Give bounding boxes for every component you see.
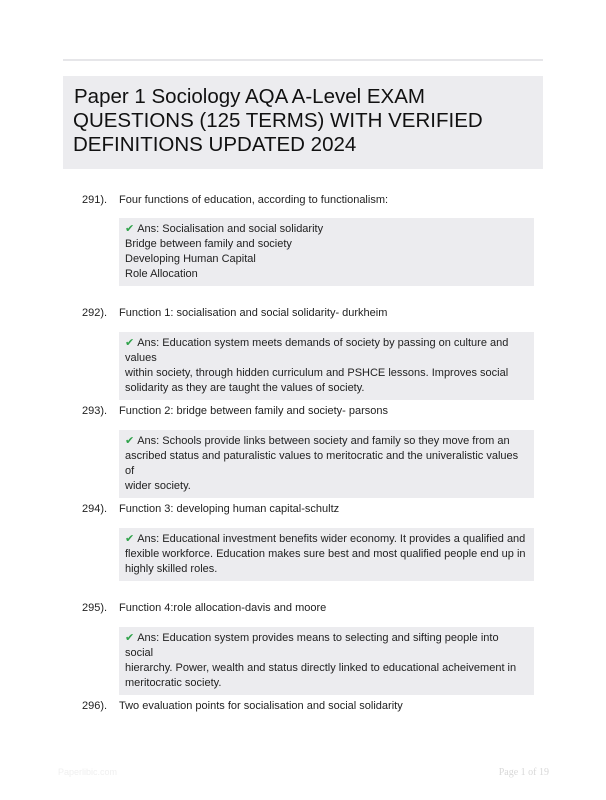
question-text: Function 3: developing human capital-schultz xyxy=(119,503,340,515)
check-icon: ✔ xyxy=(125,533,135,545)
page-title-line-1: Paper 1 Sociology AQA A-Level EXAM xyxy=(74,85,425,108)
page-indicator: Page 1 of 19 xyxy=(498,767,549,778)
qa-item-294 xyxy=(82,502,534,581)
answer-line: Ans: Education system provides means to selecting and sifting people into social xyxy=(125,632,499,659)
answer-line: Ans: Schools provide links between society and family so they move from an xyxy=(137,435,510,447)
qa-item-295 xyxy=(82,601,534,695)
answer-line: Bridge between family and society xyxy=(125,238,292,250)
title-banner xyxy=(63,76,543,169)
answer-line: hierarchy. Power, wealth and status directly linked to educational acheivement in xyxy=(125,662,517,674)
answer-line: meritocratic society. xyxy=(125,677,222,689)
question-number: 293). xyxy=(82,405,108,417)
question-text: Function 2: bridge between family and society- parsons xyxy=(119,405,389,417)
answer-box xyxy=(119,430,534,498)
question-number: 295). xyxy=(82,602,108,614)
answer-line: Developing Human Capital xyxy=(125,253,256,265)
answer-line: Ans: Socialisation and social solidarity xyxy=(137,223,324,235)
top-divider xyxy=(63,59,543,61)
check-icon: ✔ xyxy=(125,435,135,447)
check-icon: ✔ xyxy=(125,337,135,349)
check-icon: ✔ xyxy=(125,632,135,644)
answer-line: Role Allocation xyxy=(125,268,198,280)
question-text: Function 1: socialisation and social solidarity- durkheim xyxy=(119,307,388,319)
check-icon: ✔ xyxy=(125,223,135,235)
answer-box xyxy=(119,218,534,286)
question-number: 294). xyxy=(82,503,108,515)
qa-item-293 xyxy=(82,404,534,498)
qa-item-292 xyxy=(82,306,534,400)
answer-line: Ans: Educational investment benefits wider economy. It provides a qualified and xyxy=(137,533,526,545)
page-title-line-3: DEFINITIONS UPDATED 2024 xyxy=(73,133,357,156)
answer-box xyxy=(119,332,534,400)
question-number: 296). xyxy=(82,700,108,712)
qa-item-296 xyxy=(82,699,534,713)
question-text: Function 4:role allocation-davis and moore xyxy=(119,602,327,614)
answer-line: within society, through hidden curriculum and PSHCE lessons. Improves social xyxy=(125,367,509,379)
answer-line: highly skilled roles. xyxy=(125,563,218,575)
question-text: Four functions of education, according to functionalism: xyxy=(119,194,389,206)
answer-box xyxy=(119,627,534,695)
answer-line: flexible workforce. Education makes sure best and most qualified people end up in xyxy=(125,548,526,560)
qa-item-291 xyxy=(82,193,534,286)
answer-box xyxy=(119,528,534,581)
footer-watermark: Paperlibic.com xyxy=(58,767,118,777)
answer-line: ascribed status and paturalistic values to meritocratic and the univeralistic values of xyxy=(125,450,519,477)
answer-line: Ans: Education system meets demands of society by passing on culture and values xyxy=(125,337,509,364)
question-text: Two evaluation points for socialisation and social solidarity xyxy=(119,700,403,712)
answer-line: solidarity as they are taught the values of society. xyxy=(125,382,365,394)
page-title-line-2: QUESTIONS (125 TERMS) WITH VERIFIED xyxy=(73,109,483,132)
question-number: 292). xyxy=(82,307,108,319)
answer-line: wider society. xyxy=(125,480,191,492)
question-number: 291). xyxy=(82,194,108,206)
